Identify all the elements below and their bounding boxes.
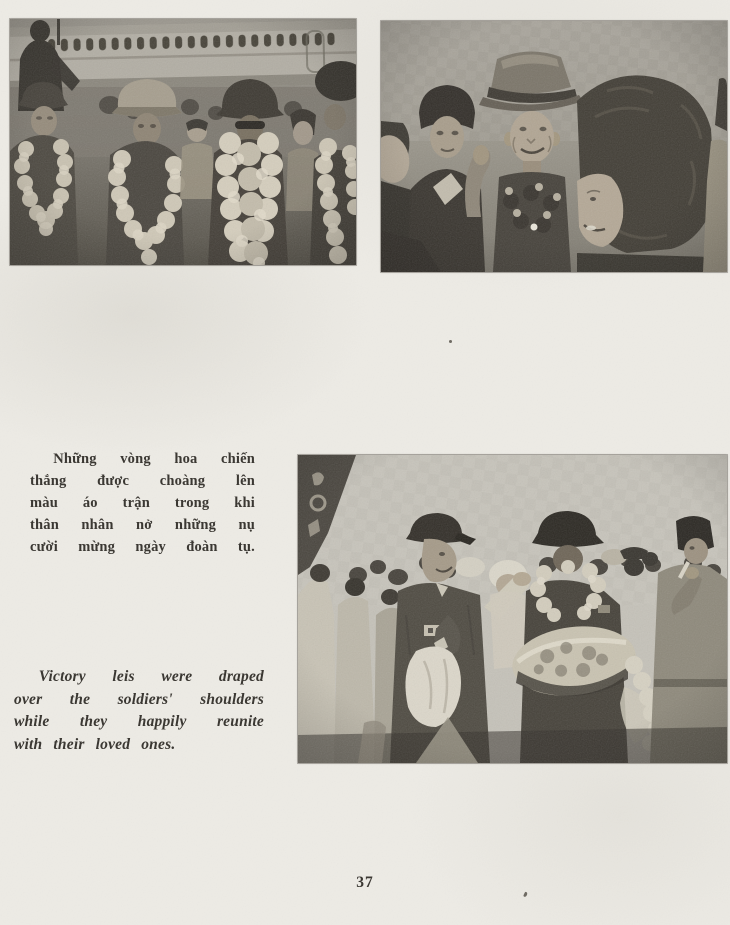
scan-speck xyxy=(523,892,528,898)
photo-soldiers-airplane-illustration xyxy=(10,19,356,265)
page-number: 37 xyxy=(356,874,374,891)
caption-vietnamese: Những vòng hoa chiến thắng được choàng lên màu áo trận trong khi thân nhân nở những nụ cười mừng ngày đoàn tụ. xyxy=(30,451,255,555)
photo-welcoming-crowd xyxy=(381,21,727,272)
photo-soldiers-airplane xyxy=(10,19,356,265)
caption-english: Victory leis were draped over the soldiers' shoulders while they happily reunite with their loved ones. xyxy=(14,668,264,753)
photo-soldiers-crowd-illustration xyxy=(298,455,727,763)
photo-soldiers-crowd-bags xyxy=(298,455,727,763)
scan-speck xyxy=(449,340,452,343)
photo-welcoming-crowd-illustration xyxy=(381,21,727,272)
